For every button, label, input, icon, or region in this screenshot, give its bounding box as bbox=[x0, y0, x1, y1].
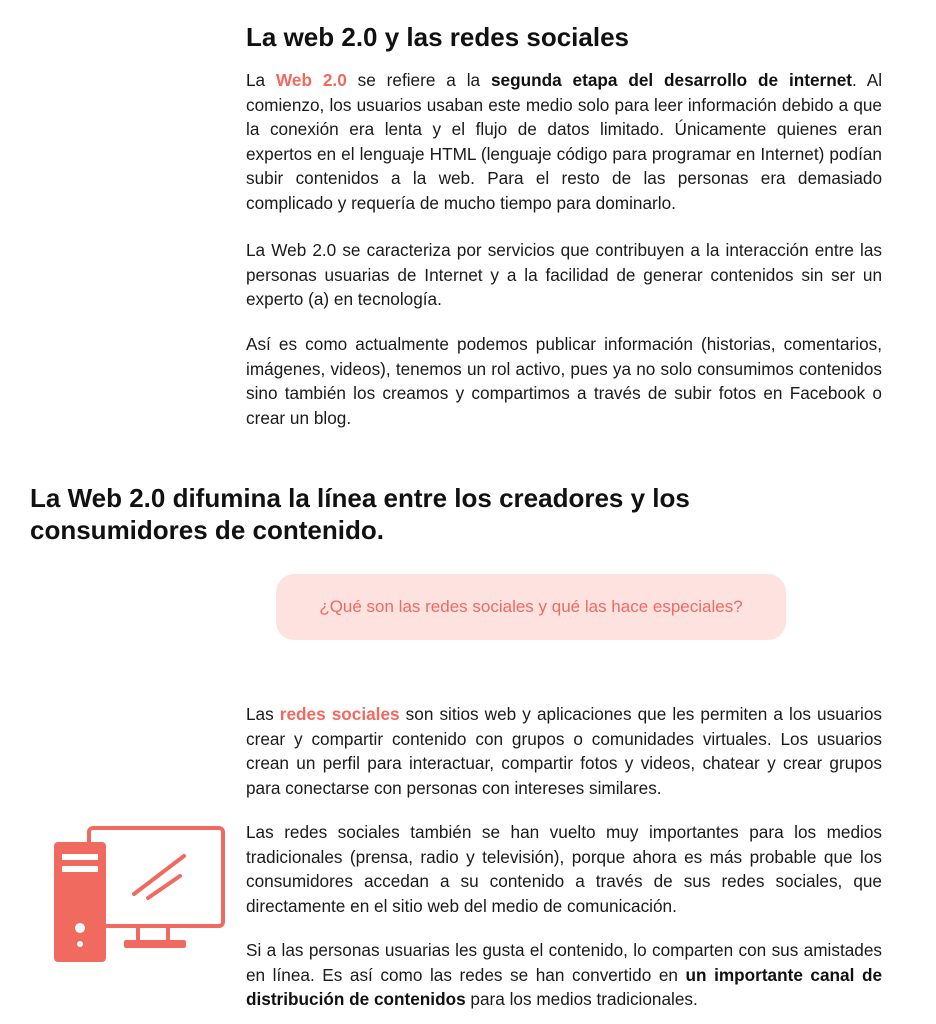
web20-highlight: Web 2.0 bbox=[276, 70, 347, 90]
desktop-computer-icon bbox=[52, 824, 228, 966]
bold-phrase: segunda etapa del desarrollo de internet bbox=[491, 70, 853, 90]
text: Si a las personas usuarias les gusta el contenido, lo comparten con sus amistades en línea. Es así como las redes se han convertido en bbox=[246, 940, 882, 985]
highlight-heading: La Web 2.0 difumina la línea entre los creadores y los consumidores de contenido. bbox=[30, 483, 690, 545]
bold-phrase: un importante canal de distribución de contenidos bbox=[246, 964, 882, 1010]
text: son sitios web y aplicaciones que les permiten a los usuarios crear y compartir contenido con grupos o comunidades virtuales. Los usuarios crean un perfil para interactuar, compartir fotos y videos, chatear y crear grupos para conectarse con personas con intereses similares. bbox=[246, 704, 883, 798]
paragraph-distribution-channel bbox=[246, 938, 882, 1012]
paragraph-web20-characteristics: La Web 2.0 se caracteriza por servicios que contribuyen a la interacción entre las personas usuarias de Internet y a la facilidad de generar contenidos sin ser un experto (a) en tecnología. bbox=[246, 240, 882, 310]
paragraph-web20-definition bbox=[246, 68, 882, 216]
section-title: La web 2.0 y las redes sociales bbox=[246, 22, 630, 52]
social-networks-question-button[interactable] bbox=[276, 574, 786, 640]
text: Las bbox=[246, 704, 280, 724]
social-networks-highlight: redes sociales bbox=[279, 704, 400, 724]
text: para los medios tradicionales. bbox=[465, 989, 698, 1010]
paragraph-social-networks-definition bbox=[246, 702, 882, 800]
text: . Al comienzo, los usuarios usaban este medio solo para leer información debido a que la conexión era lenta y el flujo de datos limitado. Únicamente quienes eran expertos en el lenguaje HTML (lenguaje código para programar en Internet) podían subir contenidos a la web. Para el resto de las personas era demasiado complicado y requería de mucho tiempo para dominarlo. bbox=[246, 70, 883, 213]
text: La bbox=[246, 70, 277, 90]
callout-label: ¿Qué son las redes sociales y qué las hace especiales? bbox=[319, 597, 743, 616]
text: se refiere a la bbox=[346, 70, 491, 90]
paragraph-traditional-media: Las redes sociales también se han vuelto muy importantes para los medios tradicionales (prensa, radio y televisión), porque ahora es más probable que los consumidores accedan a su contenido a través de sus redes sociales, que directamente en el sitio web del medio de comunicación. bbox=[246, 822, 882, 916]
paragraph-active-role: Así es como actualmente podemos publicar información (historias, comentarios, imágenes, videos), tenemos un rol activo, pues ya no solo consumimos contenidos sino también los creamos y compartimos a través de subir fotos en Facebook o crear un blog. bbox=[246, 334, 882, 428]
